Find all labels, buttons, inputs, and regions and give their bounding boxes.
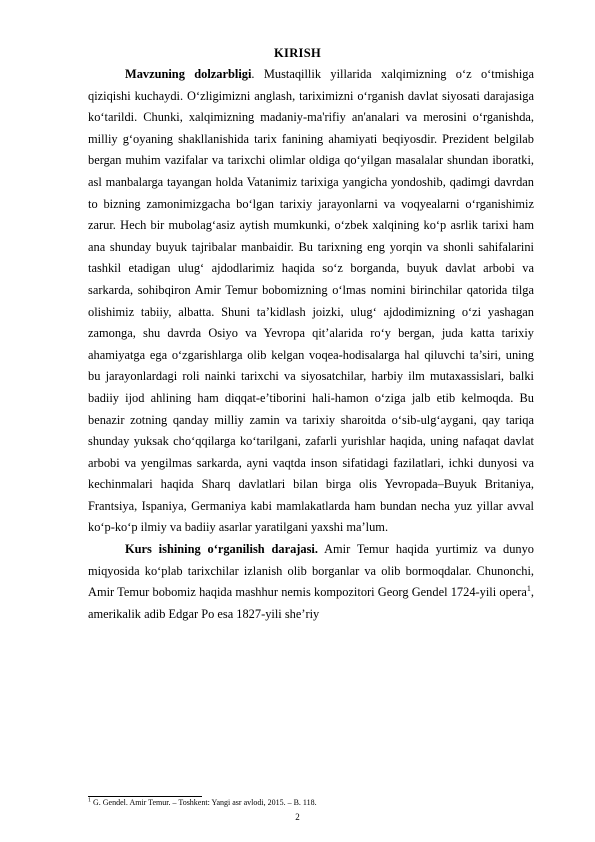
footnote-mark: 1 <box>88 797 91 804</box>
page-title: KIRISH <box>274 46 321 60</box>
footnote <box>88 798 534 808</box>
study-level-heading: Kurs ishining o‘rganilish darajasi. <box>125 542 318 557</box>
study-level-text-continued: , amerikalik adib Edgar Po esa 1827-yili she’riy <box>88 585 534 621</box>
page-number: 2 <box>295 812 300 822</box>
study-level-text: Amir Temur haqida yurtimiz va dunyo miqyosida ko‘plab tarixchilar izlanish olib borganlar va olib bormoqdalar. Chunonchi, Amir Temur bobomiz haqida mashhur nemis kompozitori Georg Gendel 1724-yili opera <box>88 542 534 600</box>
relevance-heading: Mavzuning dolzarbligi <box>125 67 252 81</box>
footnote-separator <box>88 796 202 797</box>
footnote-reference[interactable]: 1 <box>526 584 531 594</box>
body-text <box>88 64 534 625</box>
footnote-text: G. Gendel. Amir Temur. – Toshkent: Yangi asr avlodi, 2015. – B. 118. <box>91 798 317 807</box>
relevance-text: . Mustaqillik yillarida xalqimizning o‘z o‘tmishiga qiziqishi kuchaydi. O‘zligimizni anglash, tariximizni o‘rganish davlat siyosati darajasiga ko‘tarildi. Chunki, xalqimizning madaniy-ma'rifiy an'analari va merosini o‘rganishda, milliy g‘oyaning shakllanishida tarix fanining ahamiyati beqiyosdir. Prezident belgilab bergan muhim vazifalar va tarixchi olimlar oldiga qo‘yilgan masalalar shundan iboratki, asl manbalarga tayangan holda Vatanimiz tarixiga yangicha yondoshib, qadimgi davrdan to bizning zamonimizgacha bo‘lgan tarixiy jarayonlarni va voqyealarni o‘rganishimiz zarur. Hech bir mubolag‘asiz aytish mumkunki, o‘zbek xalqining ko‘p asrlik tarixi ham ana shunday buyuk tajribalar manbaidir. Bu tarixning eng yorqin va shonli sahifalarini tashkil etadigan ulug‘ ajdodlarimiz haqida so‘z borganda, buyuk davlat arbobi va sarkarda, sohibqiron Amir Temur bobomizning o‘lmas nomini birinchilar qatorida tilga olishimiz tabiiy, albatta. Shuni ta’kidlash joizki, ulug‘ ajdodimizning o‘zi yashagan zamonga, shu davrda Osiyo va Yevropa qit’alarida ro‘y bergan, juda katta tarixiy ahamiyatga ega o‘zgarishlarga olib kelgan voqea-hodisalarga hal qiluvchi ta’siri, uning bu jarayonlardagi roli nainki tarixchi va siyosatchilar, harbiy ilm mutaxassislari, balki badiiy ijod ahlining ham diqqat-e’tiborini hali-hamon o‘ziga jalb etib kelmoqda. Bu benazir zotning qanday milliy zamin va tarixiy sharoitda o‘sib-ulg‘aygani, qay tariqa shunday yuksak cho‘qqilarga ko‘tarilgani, zafarli yurishlar haqida, uning nafaqat davlat arbobi va yengilmas sarkarda, ayni vaqtda inson sifatidagi fazilatlari, ichki dunyosi va kechinmalari haqida Sharq davlatlari bilan birga olis Yevropada–Buyuk Britaniya, Frantsiya, Ispaniya, Germaniya kabi mamlakatlarda ham bundan necha yuz yillar avval ko‘p-ko‘p ilmiy va badiiy asarlar yaratilgani yaxshi ma’lum. <box>88 67 534 535</box>
paragraph-study-level <box>88 539 534 625</box>
paragraph-relevance <box>88 64 534 539</box>
